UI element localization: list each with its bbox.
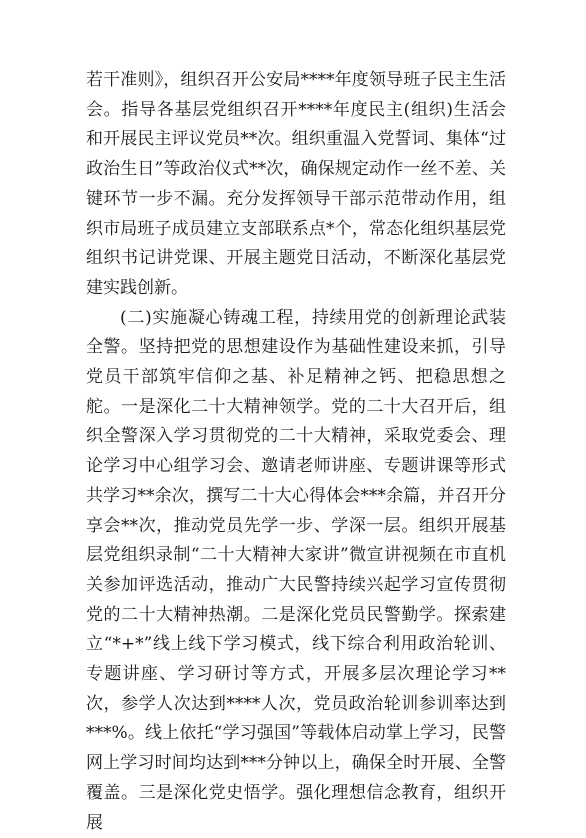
paragraph-ideological-building: (二)实施凝心铸魂工程，持续用党的创新理论武装全警。坚持把党的思想建设作为基础性建设来抓，引导党员干部筑牢信仰之基、补足精神之钙、把稳思想之舵。一是深化二十大精神领学。党的二十大召开后，组织全警深入学习贯彻党的二十大精神，采取党委会、理论学习中心组学习会、邀请老师讲座、专题讲课等形式共学习**余次，撰写二十大心得体会***余篇，并召开分享会**次，推动党员先学一步、学深一层。组织开展基层党组织录制“二十大精神大家讲”微宣讲视频在市直机关参加评选活动，推动广大民警持续兴起学习宣传贯彻党的二十大精神热潮。二是深化党员民警勤学。探索建立“*+*”线上线下学习模式，线下综合利用政治轮训、专题讲座、学习研讨等方式，开展多层次理论学习**次，参学人次达到****人次，党员政治轮训参训率达到***%。线上依托“学习强国”等载体启动掌上学习，民警网上学习时间均达到***分钟以上，确保全时开展、全警覆盖。三是深化党史悟学。强化理想信念教育，组织开展 <box>86 307 506 833</box>
paragraph-party-life-meetings: 若干准则》，组织召开公安局****年度领导班子民主生活会。指导各基层党组织召开****年度民主(组织)生活会和开展民主评议党员**次。组织重温入党誓词、集体“过政治生日”等政治仪式**次，确保规定动作一丝不差、关键环节一步不漏。充分发挥领导干部示范带动作用，组织市局班子成员建立支部联系点*个，常态化组织基层党组织书记讲党课、开展主题党日活动，不断深化基层党建实践创新。 <box>86 70 506 298</box>
document-body <box>86 66 506 838</box>
